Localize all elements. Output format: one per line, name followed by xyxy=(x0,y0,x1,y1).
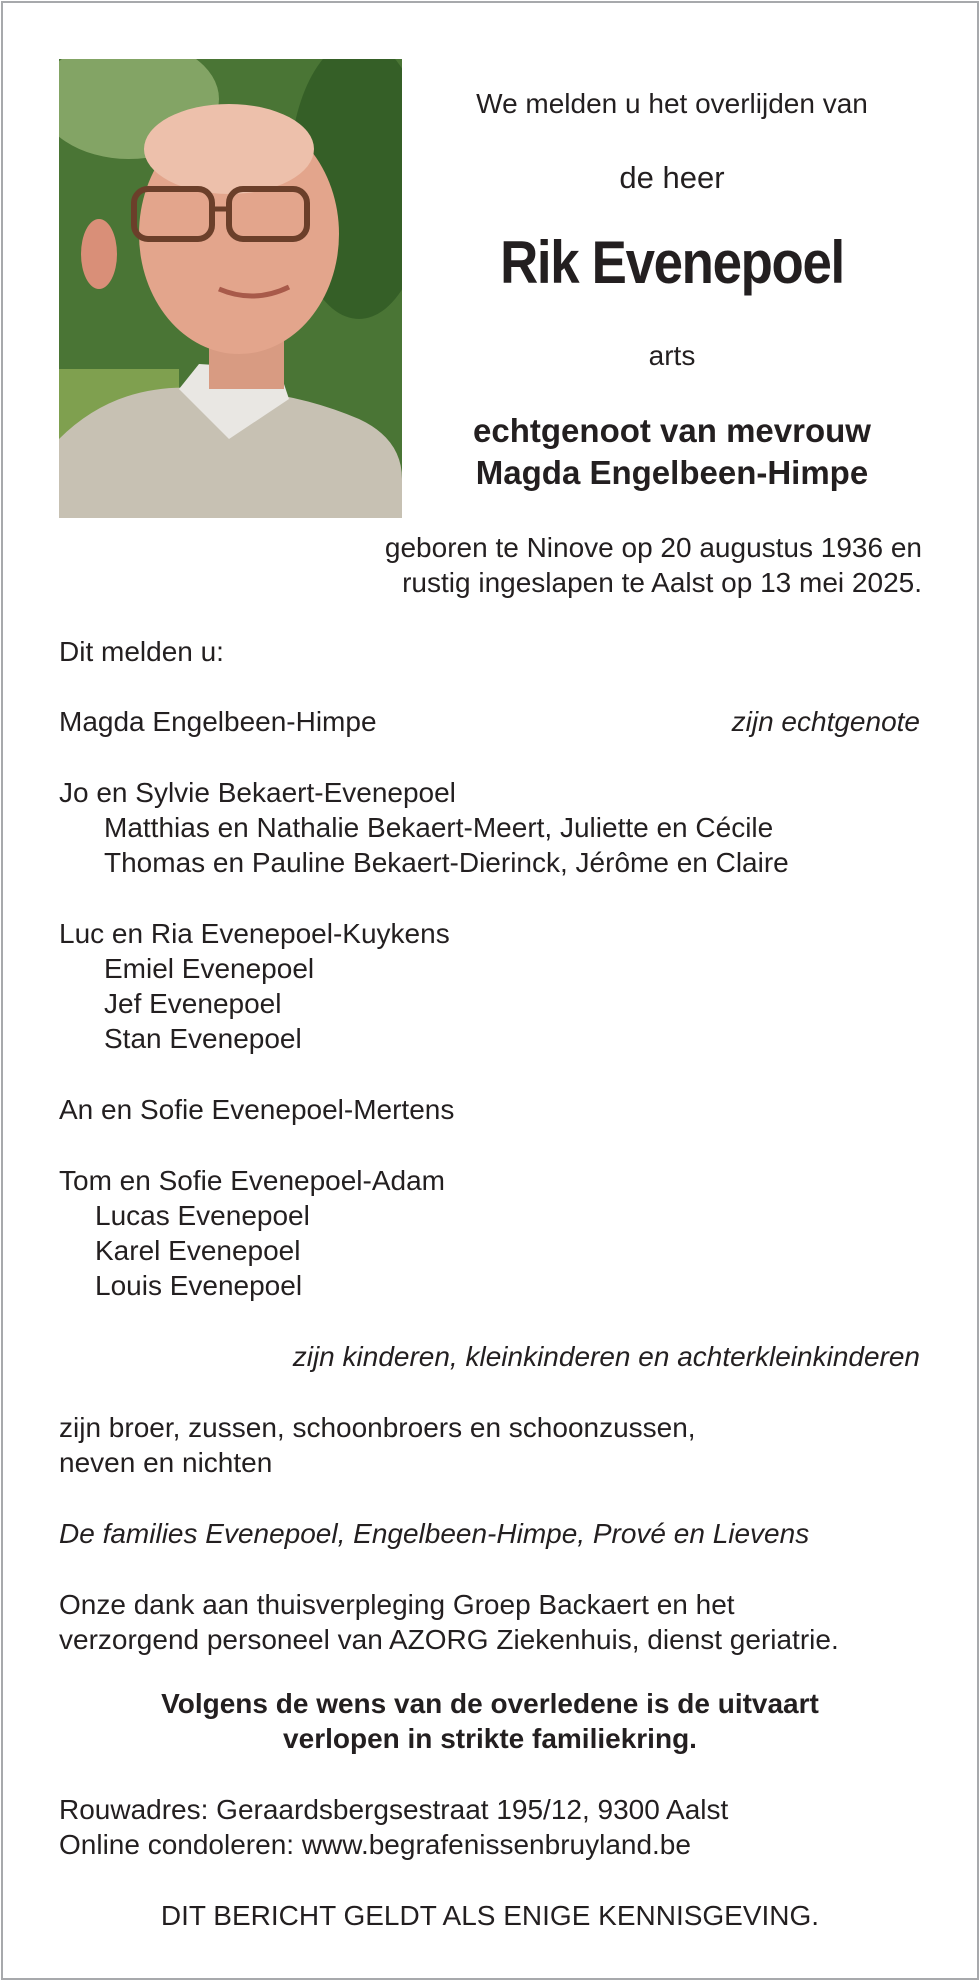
portrait-photo xyxy=(59,59,402,518)
family-4-member: Louis Evenepoel xyxy=(95,1270,303,1301)
born-line-2: rustig ingeslapen te Aalst op 13 mei 2025. xyxy=(402,567,922,598)
spouse-entry-name: Magda Engelbeen-Himpe xyxy=(59,706,377,737)
profession: arts xyxy=(648,340,696,371)
family-4-member: Lucas Evenepoel xyxy=(95,1200,310,1231)
family-4-head: Tom en Sofie Evenepoel-Adam xyxy=(59,1165,445,1196)
spouse-line-2: Magda Engelbeen-Himpe xyxy=(475,454,869,491)
children-role: zijn kinderen, kleinkinderen en achterkleinkinderen xyxy=(292,1341,920,1372)
family-3-head: An en Sofie Evenepoel-Mertens xyxy=(59,1094,455,1125)
family-4-member: Karel Evenepoel xyxy=(95,1235,301,1266)
spouse-entry-role: zijn echtgenote xyxy=(731,706,920,737)
wish-line-1: Volgens de wens van de overledene is de uitvaart xyxy=(161,1688,819,1719)
family-2-head: Luc en Ria Evenepoel-Kuykens xyxy=(59,918,450,949)
family-2-member: Stan Evenepoel xyxy=(104,1023,302,1054)
wish-line-2: verlopen in strikte familiekring. xyxy=(283,1723,697,1754)
family-2-member: Jef Evenepoel xyxy=(104,988,282,1019)
family-2-member: Emiel Evenepoel xyxy=(104,953,315,984)
deceased-name: Rik Evenepoel xyxy=(500,229,844,296)
sole-notice: DIT BERICHT GELDT ALS ENIGE KENNISGEVING. xyxy=(160,1900,820,1931)
thanks-line-2: verzorgend personeel van AZORG Ziekenhuis, dienst geriatrie. xyxy=(59,1624,839,1655)
thanks-line-1: Onze dank aan thuisverpleging Groep Backaert en het xyxy=(59,1589,735,1620)
born-line-1: geboren te Ninove op 20 augustus 1936 en xyxy=(384,532,922,563)
family-1-member: Thomas en Pauline Bekaert-Dierinck, Jérôme en Claire xyxy=(104,847,789,878)
family-1-member: Matthias en Nathalie Bekaert-Meert, Juliette en Cécile xyxy=(104,812,774,843)
birth-death-info xyxy=(385,530,922,600)
family-1-head: Jo en Sylvie Bekaert-Evenepoel xyxy=(59,777,456,808)
spouse-block xyxy=(402,410,942,494)
honorific: de heer xyxy=(619,160,725,195)
funeral-address: Rouwadres: Geraardsbergsestraat 195/12, 9300 Aalst xyxy=(59,1794,729,1825)
spouse-line-1: echtgenoot van mevrouw xyxy=(473,412,871,449)
siblings-line-2: neven en nichten xyxy=(59,1447,273,1478)
families-line: De families Evenepoel, Engelbeen-Himpe, Prové en Lievens xyxy=(59,1518,810,1549)
announce-intro: Dit melden u: xyxy=(59,636,224,667)
siblings-line-1: zijn broer, zussen, schoonbroers en schoonzussen, xyxy=(59,1412,696,1443)
announcement-lead: We melden u het overlijden van xyxy=(476,88,868,119)
online-condolence: Online condoleren: www.begrafenissenbruyland.be xyxy=(59,1829,691,1860)
